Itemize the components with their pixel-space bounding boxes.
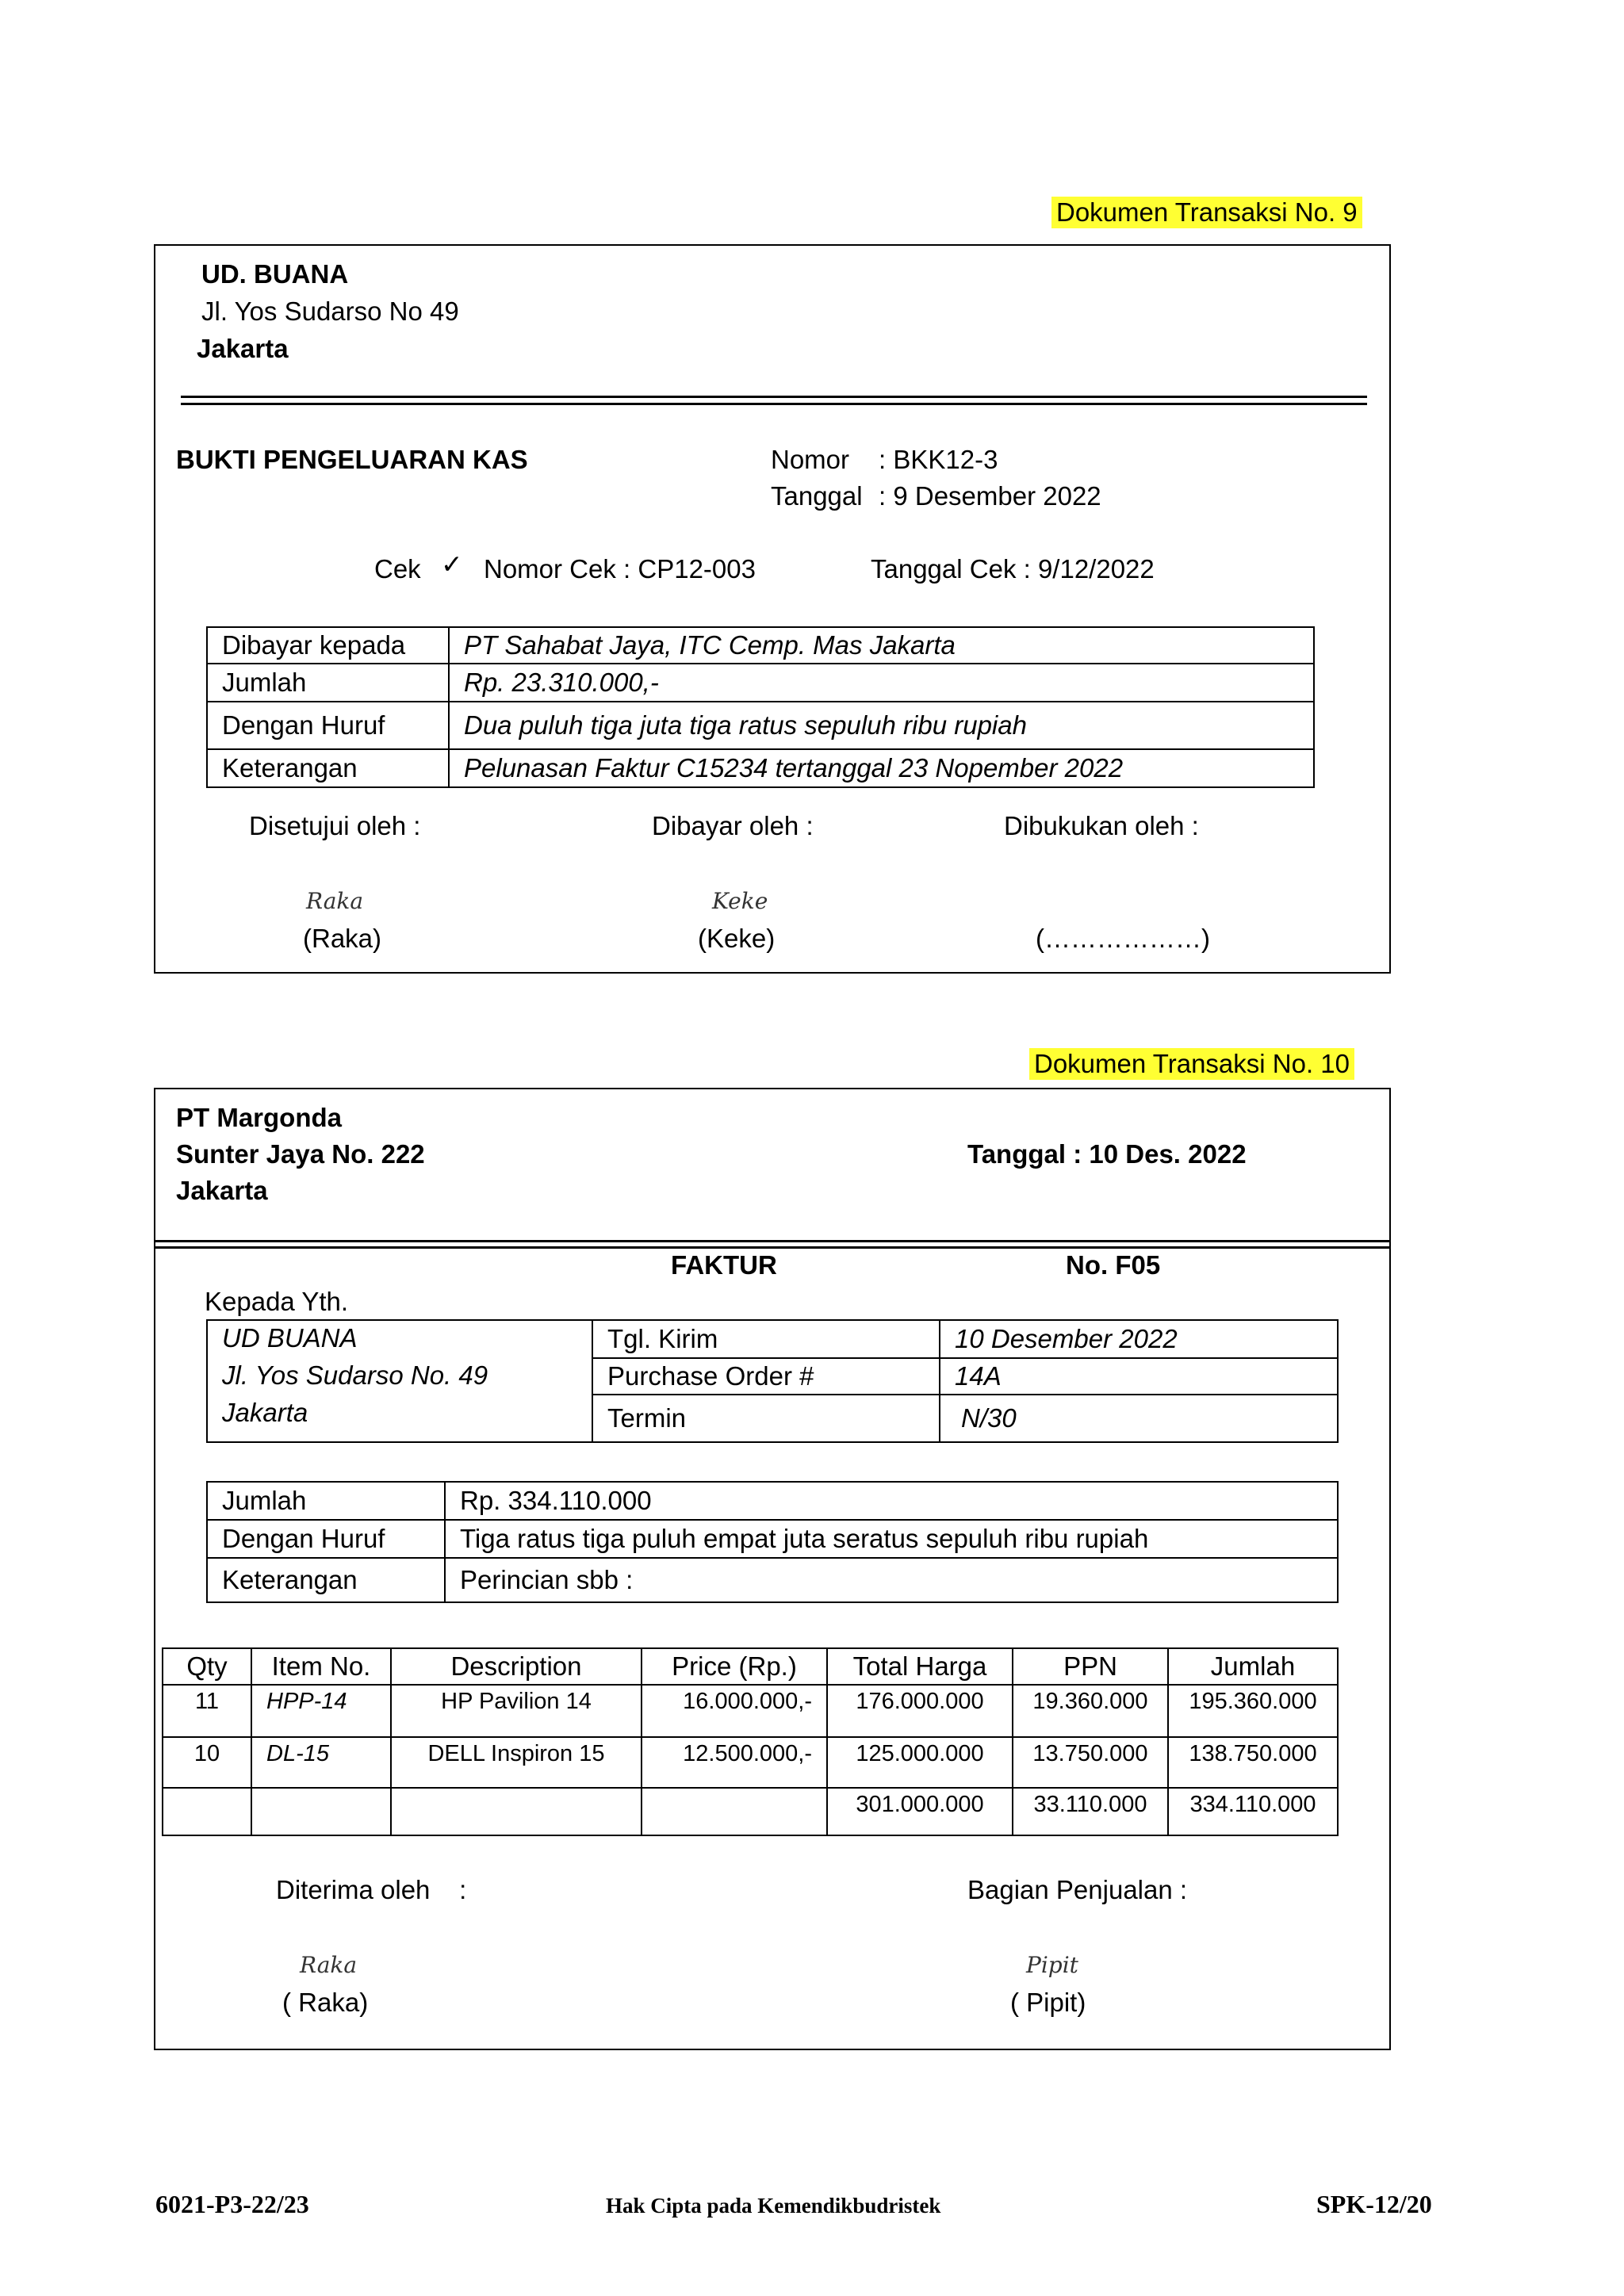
cell-ppn: 19.360.000	[1013, 1685, 1168, 1737]
payer-name: (Keke)	[698, 924, 776, 953]
column-header-description: Description	[391, 1648, 642, 1685]
total-harga-sum: 301.000.000	[827, 1788, 1013, 1835]
cell-description	[391, 1788, 642, 1835]
approver-signature: Raka	[306, 888, 364, 914]
cell-price: 12.500.000,-	[642, 1737, 827, 1788]
footer-page: SPK-12/20	[1316, 2190, 1432, 2218]
cell-qty: 10	[163, 1737, 251, 1788]
cell-description: DELL Inspiron 15	[391, 1737, 642, 1788]
row-label: Termin	[592, 1395, 940, 1442]
cell-description: HP Pavilion 14	[391, 1685, 642, 1737]
column-header-item-no: Item No.	[251, 1648, 391, 1685]
received-by-label: Diterima oleh :	[276, 1875, 467, 1904]
seller-name: PT Margonda	[176, 1103, 343, 1132]
table-row	[207, 1320, 1338, 1358]
table-row	[207, 1520, 1338, 1558]
row-label: Keterangan	[207, 1558, 445, 1602]
row-value: N/30	[940, 1395, 1338, 1442]
payment-details-table	[206, 626, 1315, 788]
divider-top	[181, 396, 1367, 398]
row-value: Tiga ratus tiga puluh empat juta seratus sepuluh ribu rupiah	[445, 1520, 1338, 1558]
row-value: PT Sahabat Jaya, ITC Cemp. Mas Jakarta	[449, 627, 1314, 664]
nomor-value: : BKK12-3	[879, 445, 998, 474]
cell-price	[642, 1788, 827, 1835]
divider-bottom	[181, 403, 1367, 405]
cell-item-no: DL-15	[251, 1737, 391, 1788]
check-number: Nomor Cek : CP12-003	[484, 554, 756, 584]
company-address: Jl. Yos Sudarso No 49	[201, 297, 459, 326]
footer-code: 6021-P3-22/23	[155, 2190, 309, 2218]
row-label: Purchase Order #	[592, 1358, 940, 1395]
cell-total: 176.000.000	[827, 1685, 1013, 1737]
table-row	[207, 627, 1314, 664]
cell-jumlah: 138.750.000	[1168, 1737, 1338, 1788]
cell-ppn: 13.750.000	[1013, 1737, 1168, 1788]
sales-name: ( Pipit)	[1010, 1988, 1086, 2017]
bookkeeper-name: (………………)	[1036, 924, 1210, 953]
column-header-qty: Qty	[163, 1648, 251, 1685]
cell-qty	[163, 1788, 251, 1835]
column-header-price: Price (Rp.)	[642, 1648, 827, 1685]
recipient-label: Kepada Yth.	[205, 1287, 349, 1316]
table-row	[207, 749, 1314, 787]
cell-item-no	[251, 1788, 391, 1835]
document-tag-10: Dokumen Transaksi No. 10	[1029, 1048, 1354, 1080]
table-header-row	[163, 1648, 1338, 1685]
approver-name: (Raka)	[303, 924, 382, 953]
column-header-ppn: PPN	[1013, 1648, 1168, 1685]
table-row	[207, 702, 1314, 749]
invoice-divider-bottom	[155, 1246, 1389, 1249]
row-value: Pelunasan Faktur C15234 tertanggal 23 Nopember 2022	[449, 749, 1314, 787]
company-city: Jakarta	[197, 334, 289, 363]
recipient-shipping-table	[206, 1319, 1339, 1443]
recipient-name: UD BUANA	[222, 1323, 358, 1353]
table-row	[207, 1558, 1338, 1602]
row-value: 14A	[940, 1358, 1338, 1395]
invoice-date: Tanggal : 10 Des. 2022	[967, 1139, 1247, 1169]
row-value: Rp. 334.110.000	[445, 1482, 1338, 1520]
document-tag-9: Dokumen Transaksi No. 9	[1051, 197, 1362, 228]
row-label: Tgl. Kirim	[592, 1320, 940, 1358]
cell-item-no: HPP-14	[251, 1685, 391, 1737]
column-header-total: Total Harga	[827, 1648, 1013, 1685]
row-label: Keterangan	[207, 749, 449, 787]
tanggal-value: : 9 Desember 2022	[879, 481, 1101, 511]
jumlah-sum: 334.110.000	[1168, 1788, 1338, 1835]
cash-disbursement-voucher	[154, 244, 1391, 974]
row-value: 10 Desember 2022	[940, 1320, 1338, 1358]
check-date: Tanggal Cek : 9/12/2022	[871, 554, 1155, 584]
table-row	[207, 664, 1314, 702]
payer-signature: Keke	[712, 888, 768, 914]
paid-by-label: Dibayar oleh :	[652, 811, 814, 840]
row-label: Jumlah	[207, 1482, 445, 1520]
table-row	[163, 1685, 1338, 1737]
cell-price: 16.000.000,-	[642, 1685, 827, 1737]
recipient-city: Jakarta	[222, 1398, 308, 1427]
recipient-address-cell	[207, 1320, 592, 1442]
footer-copyright: Hak Cipta pada Kemendikbudristek	[606, 2194, 941, 2218]
tanggal-label: Tanggal	[771, 481, 863, 511]
cell-jumlah: 195.360.000	[1168, 1685, 1338, 1737]
invoice-items-table	[162, 1647, 1339, 1836]
row-label: Dengan Huruf	[207, 1520, 445, 1558]
check-mark-icon: ✓	[441, 549, 463, 580]
table-total-row	[163, 1788, 1338, 1835]
seller-city: Jakarta	[176, 1176, 268, 1205]
receiver-name: ( Raka)	[282, 1988, 369, 2017]
voucher-title: BUKTI PENGELUARAN KAS	[176, 445, 528, 474]
row-value: Dua puluh tiga juta tiga ratus sepuluh ribu rupiah	[449, 702, 1314, 749]
nomor-label: Nomor	[771, 445, 850, 474]
invoice-title: FAKTUR	[671, 1250, 777, 1280]
table-row	[207, 1482, 1338, 1520]
invoice-summary-table	[206, 1481, 1339, 1603]
sales-dept-label: Bagian Penjualan :	[967, 1875, 1188, 1904]
row-value: Perincian sbb :	[445, 1558, 1338, 1602]
column-header-jumlah: Jumlah	[1168, 1648, 1338, 1685]
cell-qty: 11	[163, 1685, 251, 1737]
row-label: Jumlah	[207, 664, 449, 702]
sales-signature: Pipit	[1026, 1952, 1078, 1978]
row-value: Rp. 23.310.000,-	[449, 664, 1314, 702]
cell-total: 125.000.000	[827, 1737, 1013, 1788]
ppn-sum: 33.110.000	[1013, 1788, 1168, 1835]
seller-address: Sunter Jaya No. 222	[176, 1139, 425, 1169]
invoice-number: No. F05	[1066, 1250, 1161, 1280]
booked-by-label: Dibukukan oleh :	[1004, 811, 1199, 840]
recipient-street: Jl. Yos Sudarso No. 49	[222, 1360, 488, 1390]
row-label: Dengan Huruf	[207, 702, 449, 749]
cek-label: Cek	[374, 554, 421, 584]
table-row	[163, 1737, 1338, 1788]
invoice-divider-top	[155, 1240, 1389, 1242]
company-name: UD. BUANA	[201, 259, 349, 289]
approved-by-label: Disetujui oleh :	[249, 811, 421, 840]
row-label: Dibayar kepada	[207, 627, 449, 664]
receiver-signature: Raka	[300, 1952, 358, 1978]
